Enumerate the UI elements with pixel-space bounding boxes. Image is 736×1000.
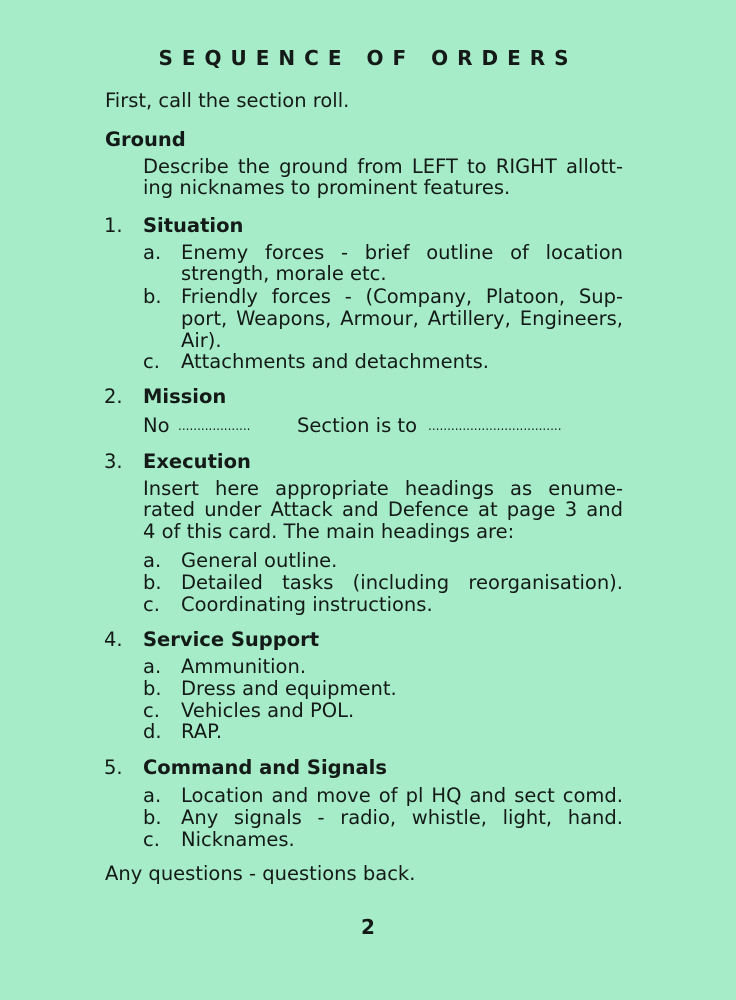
service-c-text: Vehicles and POL. — [181, 699, 355, 722]
mission-heading: Mission — [143, 385, 227, 408]
command-b-letter: b. — [143, 806, 162, 829]
service-b-text: Dress and equipment. — [181, 677, 397, 700]
execution-a-letter: a. — [143, 549, 162, 572]
command-number: 5. — [104, 756, 123, 779]
execution-line-1: Insert here appropriate headings as enume- — [143, 477, 623, 500]
execution-b-letter: b. — [143, 571, 162, 594]
execution-c-text: Coordinating instructions. — [181, 593, 433, 616]
mission-number: 2. — [104, 385, 123, 408]
service-b-letter: b. — [143, 677, 162, 700]
command-c-letter: c. — [143, 828, 160, 851]
situation-b-line-1: Friendly forces - (Company, Platoon, Sup- — [181, 285, 623, 308]
command-a-text: Location and move of pl HQ and sect comd. — [181, 784, 623, 807]
service-a-letter: a. — [143, 655, 162, 678]
mission-blank-2: ................................... — [428, 419, 562, 433]
situation-number: 1. — [104, 214, 123, 237]
execution-c-letter: c. — [143, 593, 160, 616]
ground-line-2: ing nicknames to prominent features. — [143, 176, 511, 199]
situation-b-line-3: Air). — [181, 329, 222, 352]
service-c-letter: c. — [143, 699, 160, 722]
service-heading: Service Support — [143, 628, 320, 651]
service-a-text: Ammunition. — [181, 655, 307, 678]
situation-b-letter: b. — [143, 285, 162, 308]
situation-a-line-2: strength, morale etc. — [181, 262, 387, 285]
situation-c-letter: c. — [143, 350, 160, 373]
mission-section-label: Section is to — [297, 414, 417, 437]
execution-number: 3. — [104, 450, 123, 473]
service-d-letter: d. — [143, 720, 162, 743]
situation-a-line-1: Enemy forces - brief outline of location — [181, 241, 623, 264]
command-b-text: Any signals - radio, whistle, light, hand. — [181, 806, 623, 829]
execution-b-text: Detailed tasks (including reorganisation). — [181, 571, 623, 594]
situation-a-letter: a. — [143, 241, 162, 264]
ground-line-1: Describe the ground from LEFT to RIGHT allott- — [143, 155, 623, 178]
page-number: 2 — [361, 915, 375, 939]
execution-a-text: General outline. — [181, 549, 338, 572]
situation-c-line: Attachments and detachments. — [181, 350, 489, 373]
mission-no-label: No — [143, 414, 170, 437]
mission-blank-1: ................... — [178, 419, 251, 433]
intro-text: First, call the section roll. — [105, 89, 350, 112]
command-c-text: Nicknames. — [181, 828, 295, 851]
execution-line-3: 4 of this card. The main headings are: — [143, 520, 515, 543]
command-a-letter: a. — [143, 784, 162, 807]
situation-b-line-2: port, Weapons, Armour, Artillery, Engineers, — [181, 307, 623, 330]
closing-text: Any questions - questions back. — [105, 862, 416, 885]
execution-heading: Execution — [143, 450, 251, 473]
page-title: SEQUENCE OF ORDERS — [158, 46, 578, 70]
ground-heading: Ground — [105, 128, 186, 151]
situation-heading: Situation — [143, 214, 244, 237]
execution-line-2: rated under Attack and Defence at page 3 and — [143, 498, 623, 521]
command-heading: Command and Signals — [143, 756, 387, 779]
service-d-text: RAP. — [181, 720, 223, 743]
service-number: 4. — [104, 628, 123, 651]
